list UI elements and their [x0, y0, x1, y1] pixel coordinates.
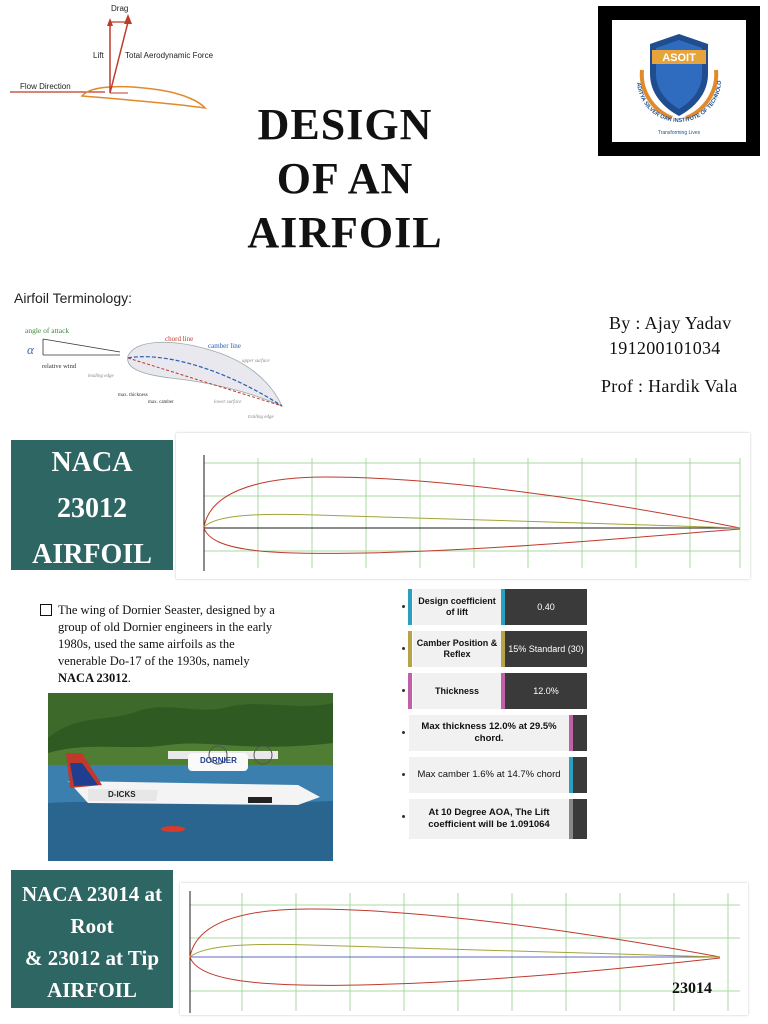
- spec-value-design-cl: 0.40: [505, 589, 587, 625]
- angle-of-attack-label: angle of attack: [25, 326, 70, 335]
- drag-label: Drag: [111, 4, 129, 13]
- bullet-square-icon: [40, 604, 52, 616]
- spec-row-lift-coefficient: [405, 799, 587, 839]
- max-camber-label: max. camber: [148, 400, 174, 405]
- airfoil-23014-label: 23014: [672, 980, 712, 997]
- naca1-line-3: AIRFOIL: [32, 539, 152, 570]
- flow-direction-label: Flow Direction: [20, 82, 71, 91]
- total-force-label: Total Aerodynamic Force: [125, 51, 214, 60]
- upper-surface-label: upper surface: [242, 359, 270, 364]
- logo: [612, 20, 746, 142]
- author-id: 191200101034: [609, 338, 721, 358]
- force-diagram: [10, 0, 230, 115]
- title-line-3: AIRFOIL: [247, 208, 443, 257]
- dornier-paragraph: [58, 602, 283, 687]
- naca1-line-1: NACA: [51, 447, 133, 478]
- logo-ring-text: ADITYA SILVER OAK INSTITUTE OF TECHNOLO: [635, 80, 724, 125]
- seaplane-photo: [48, 693, 333, 861]
- photo-brand: DORNIER: [200, 756, 237, 765]
- spec-row-camber: [405, 631, 587, 667]
- naca1-line-2: 23012: [57, 493, 127, 524]
- spec-lift-coefficient: At 10 Degree AOA, The Lift coefficient will be 1.091064: [409, 799, 569, 839]
- logo-acronym: ASOIT: [662, 52, 696, 64]
- professor-name: Prof : Hardik Vala: [601, 376, 738, 396]
- naca2-line-1: NACA 23014 at: [22, 882, 162, 906]
- spec-row-max-camber: [405, 757, 587, 793]
- naca-23012-box: [11, 440, 173, 570]
- spec-row-thickness: [405, 673, 587, 709]
- spec-max-camber: Max camber 1.6% at 14.7% chord: [409, 757, 569, 793]
- max-thickness-label: max. thickness: [118, 393, 148, 398]
- airfoil-plot-23014: [180, 883, 748, 1015]
- title-line-1: DESIGN: [257, 100, 433, 149]
- title-line-2: OF AN: [276, 154, 414, 203]
- camber-line-label: camber line: [208, 342, 241, 350]
- naca2-line-3: & 23012 at Tip: [25, 946, 159, 970]
- naca2-line-4: AIRFOIL: [47, 978, 137, 1002]
- logo-tagline: Transforming Lives: [657, 130, 701, 136]
- logo-emblem: [612, 20, 746, 142]
- spec-row-max-thickness: [405, 715, 587, 751]
- naca-23014-box: [11, 870, 173, 1008]
- trailing-edge-label: trailing edge: [248, 415, 274, 420]
- lower-surface-label: lower surface: [214, 400, 242, 405]
- terminology-heading: Airfoil Terminology:: [14, 290, 133, 306]
- spec-row-design-cl: [405, 589, 587, 625]
- chord-line-label: chord line: [165, 335, 194, 343]
- spec-max-thickness: Max thickness 12.0% at 29.5% chord.: [409, 715, 569, 751]
- spec-label-camber: Camber Position & Reflex: [413, 631, 501, 667]
- airfoil-plot-23012: [176, 433, 750, 579]
- spec-label-thickness: Thickness: [413, 673, 501, 709]
- spec-value-camber: 15% Standard (30): [505, 631, 587, 667]
- terminology-diagram: [10, 310, 295, 425]
- author-name: By : Ajay Yadav: [609, 313, 732, 333]
- relative-wind-label: relative wind: [42, 363, 77, 370]
- paragraph-end: .: [127, 671, 131, 685]
- naca2-line-2: Root: [70, 914, 114, 938]
- photo-registration: D-ICKS: [108, 790, 136, 799]
- leading-edge-label: leading edge: [88, 374, 114, 379]
- spec-label-design-cl: Design coefficient of lift: [413, 589, 501, 625]
- page-title: [230, 98, 460, 260]
- lift-label: Lift: [93, 51, 104, 60]
- paragraph-bold: NACA 23012: [58, 671, 128, 685]
- paragraph-text: The wing of Dornier Seaster, designed by a group of old Dornier engineers in the early 1980s, used the same airfoils as the venerable Do-17 of the 1930s, namely: [58, 603, 275, 668]
- alpha-symbol: α: [27, 342, 34, 357]
- spec-value-thickness: 12.0%: [505, 673, 587, 709]
